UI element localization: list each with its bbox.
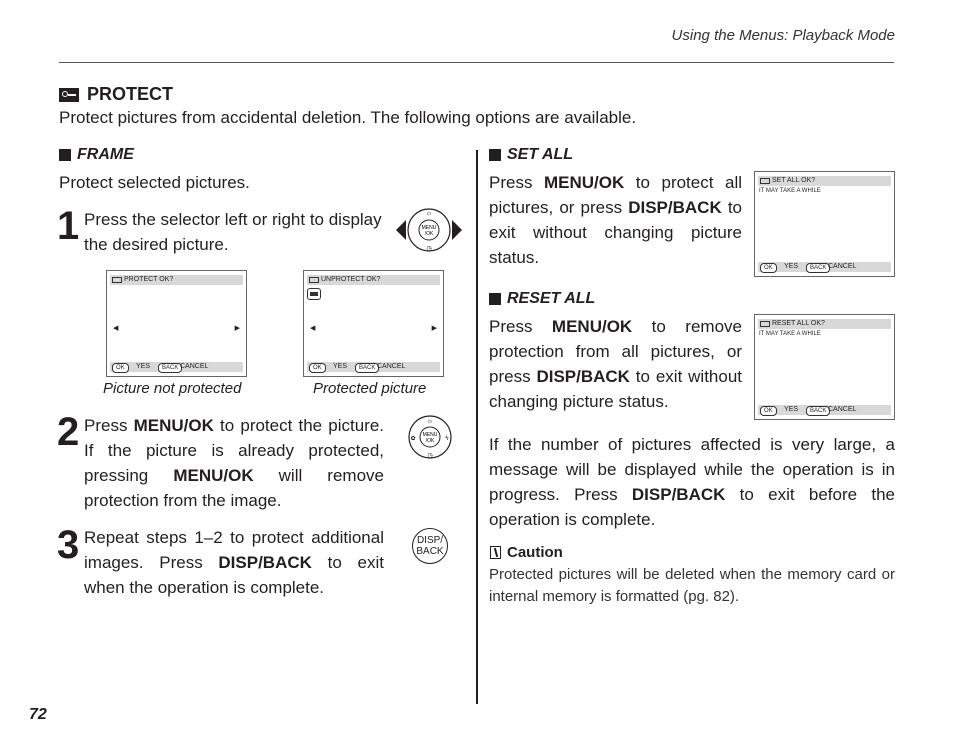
frame-desc: Protect selected pictures. bbox=[59, 173, 250, 192]
set-all-heading bbox=[489, 146, 573, 164]
bullet-square-icon bbox=[489, 149, 501, 161]
protect-key-icon bbox=[760, 321, 770, 327]
section-title-text: PROTECT bbox=[87, 84, 174, 104]
svg-text:✿: ✿ bbox=[410, 436, 416, 442]
disp-back-button-icon: DISP/ BACK bbox=[412, 528, 448, 564]
caption-protected: Protected picture bbox=[313, 380, 427, 397]
screen-bar: UNPROTECT OK? bbox=[307, 275, 440, 285]
step2-number: 2 bbox=[57, 410, 80, 454]
step1-text: Press the selector left or right to display the desired picture. bbox=[84, 210, 382, 254]
screen-bar: RESET ALL OK? bbox=[758, 319, 891, 329]
step2-text: Press MENU/OK to protect the picture. If the picture is already protected, pressing MENU/OK will remove protection from the image. bbox=[84, 416, 384, 510]
svg-text:☼: ☼ bbox=[426, 418, 434, 425]
header-rule bbox=[59, 62, 894, 63]
screen-footer: OK YES BACK CANCEL bbox=[758, 405, 891, 415]
screen-bar: PROTECT OK? bbox=[110, 275, 243, 285]
svg-text:/OK: /OK bbox=[425, 438, 435, 444]
screen-bar: SET ALL OK? bbox=[758, 176, 891, 186]
column-divider bbox=[476, 150, 478, 704]
svg-text:ϟ: ϟ bbox=[445, 436, 449, 442]
protect-key-icon bbox=[59, 88, 79, 102]
caption-not-protected: Picture not protected bbox=[103, 380, 242, 397]
svg-text:☼: ☼ bbox=[425, 210, 433, 217]
reset-all-heading bbox=[489, 290, 595, 308]
section-title bbox=[59, 84, 173, 105]
caution-icon bbox=[490, 546, 501, 559]
selector-left-right-icon bbox=[394, 204, 464, 256]
screen-protect-ok bbox=[106, 270, 247, 377]
set-all-heading-text: SET ALL bbox=[507, 146, 574, 163]
ok-pill: OK bbox=[309, 363, 326, 373]
set-all-text: Press MENU/OK to protect all pictures, or press DISP/BACK to exit without changing picture status. bbox=[489, 173, 743, 267]
svg-text:/OK: /OK bbox=[424, 231, 434, 237]
protect-key-icon bbox=[112, 277, 122, 283]
step3-text: Repeat steps 1–2 to protect additional images. Press DISP/BACK to exit when the operation is complete. bbox=[84, 528, 384, 597]
large-count-note: If the number of pictures affected is very large, a message will be displayed while the operation is in progress. Press DISP/BACK to exit before the operation is complete. bbox=[489, 435, 895, 529]
frame-heading bbox=[59, 146, 134, 164]
menu-ok-dial-icon bbox=[405, 414, 455, 460]
step1-number: 1 bbox=[57, 204, 80, 248]
svg-text:MENU: MENU bbox=[421, 225, 437, 231]
reset-all-heading-text: RESET ALL bbox=[507, 290, 596, 307]
screen-footer: OK YES BACK CANCEL bbox=[110, 362, 243, 372]
page-number: 72 bbox=[29, 706, 47, 723]
caution-heading: Caution bbox=[490, 544, 563, 561]
section-intro: Protect pictures from accidental deletion. The following options are available. bbox=[59, 108, 637, 127]
right-arrow-icon: ▶ bbox=[431, 324, 437, 332]
protect-key-icon bbox=[309, 277, 319, 283]
right-arrow-icon: ▶ bbox=[234, 324, 240, 332]
running-header: Using the Menus: Playback Mode bbox=[671, 27, 895, 44]
ok-pill: OK bbox=[112, 363, 129, 373]
svg-text:MENU: MENU bbox=[422, 432, 438, 438]
screen-footer: OK YES BACK CANCEL bbox=[307, 362, 440, 372]
svg-text:◷: ◷ bbox=[427, 453, 433, 459]
screen-footer: OK YES BACK CANCEL bbox=[758, 262, 891, 272]
frame-heading-text: FRAME bbox=[77, 146, 134, 163]
svg-text:◷: ◷ bbox=[426, 246, 432, 252]
protect-key-icon bbox=[760, 178, 770, 184]
bullet-square-icon bbox=[59, 149, 71, 161]
left-arrow-icon: ◀ bbox=[113, 324, 119, 332]
screen-reset-all-ok: RESET ALL OK? IT MAY TAKE A WHILE OK YES BACK CANCEL bbox=[754, 314, 895, 420]
left-arrow-icon: ◀ bbox=[310, 324, 316, 332]
reset-all-text: Press MENU/OK to remove protection from all pictures, or press DISP/BACK to exit without changing picture status. bbox=[489, 317, 743, 411]
bullet-square-icon bbox=[489, 293, 501, 305]
caution-text: Protected pictures will be deleted when the memory card or internal memory is formatted (pg. 82). bbox=[489, 566, 895, 605]
step3-number: 3 bbox=[57, 523, 80, 567]
screen-set-all-ok: SET ALL OK? IT MAY TAKE A WHILE OK YES BACK CANCEL bbox=[754, 171, 895, 277]
protected-badge-icon bbox=[307, 288, 321, 300]
screen-unprotect-ok bbox=[303, 270, 444, 377]
